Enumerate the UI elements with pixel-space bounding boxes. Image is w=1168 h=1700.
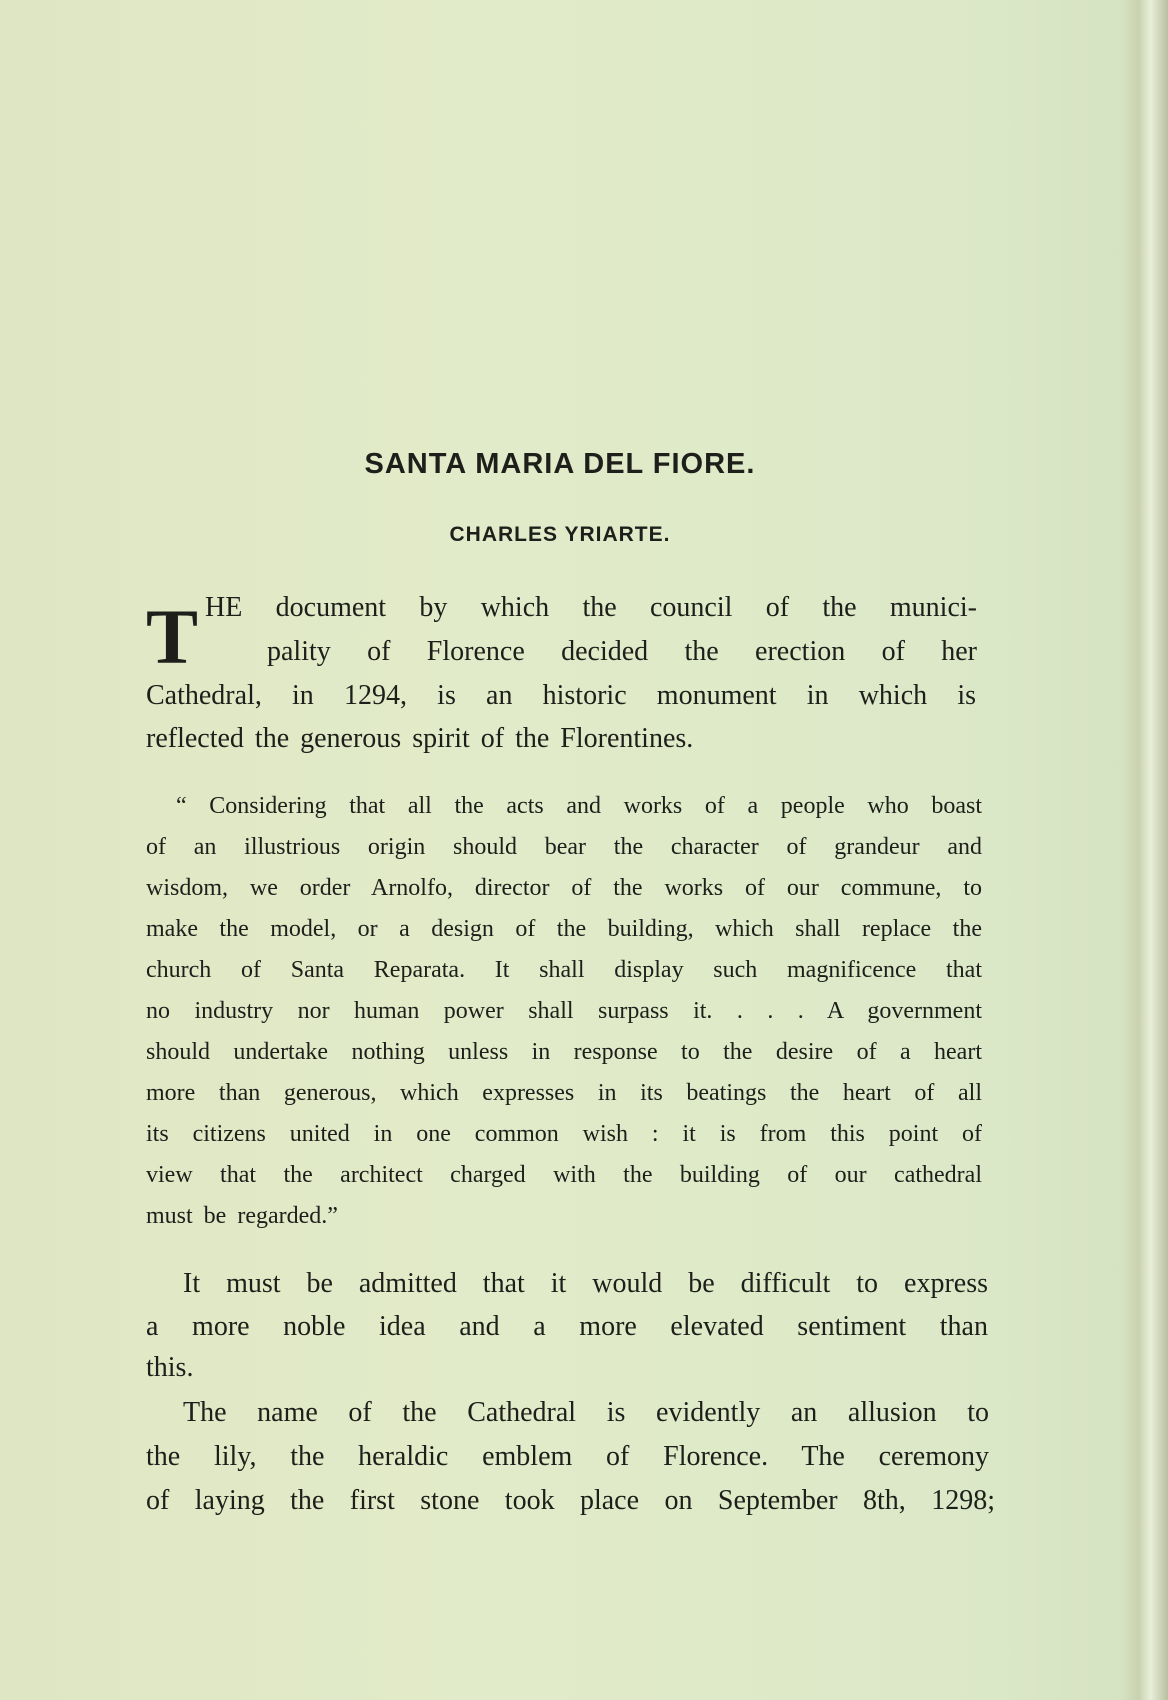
paragraph-line: pality of Florence decided the erection of her	[267, 636, 977, 667]
author-name: CHARLES YRIARTE.	[449, 523, 671, 546]
quote-line: of an illustrious origin should bear the character of grandeur and	[146, 834, 982, 860]
paragraph-line: of laying the first stone took place on September 8th, 1298;	[146, 1485, 995, 1516]
quote-line: must be regarded.”	[146, 1203, 338, 1229]
quote-line: should undertake nothing unless in response to the desire of a heart	[146, 1039, 982, 1065]
paragraph-line: Cathedral, in 1294, is an historic monument in which is	[146, 680, 976, 711]
drop-cap: T	[146, 593, 199, 680]
quote-line: “ Considering that all the acts and works of a people who boast	[176, 793, 982, 819]
paragraph-line: HE document by which the council of the munici-	[205, 592, 977, 623]
page-title: SANTA MARIA DEL FIORE.	[364, 448, 756, 480]
quote-line: its citizens united in one common wish : it is from this point of	[146, 1121, 982, 1147]
quote-line: no industry nor human power shall surpass it. . . . A government	[146, 998, 982, 1024]
quote-line: wisdom, we order Arnolfo, director of the works of our commune, to	[146, 875, 982, 901]
paragraph-line: It must be admitted that it would be difficult to express	[183, 1268, 988, 1299]
quote-line: view that the architect charged with the building of our cathedral	[146, 1162, 982, 1188]
paragraph-line: The name of the Cathedral is evidently an allusion to	[183, 1397, 989, 1428]
paragraph-line: this.	[146, 1352, 194, 1383]
quote-line: make the model, or a design of the building, which shall replace the	[146, 916, 982, 942]
quote-line: church of Santa Reparata. It shall display such magnificence that	[146, 957, 982, 983]
paragraph-line: the lily, the heraldic emblem of Florence. The ceremony	[146, 1441, 989, 1472]
paragraph-line: reflected the generous spirit of the Florentines.	[146, 723, 694, 754]
paragraph-line: a more noble idea and a more elevated sentiment than	[146, 1311, 988, 1342]
quote-line: more than generous, which expresses in its beatings the heart of all	[146, 1080, 982, 1106]
